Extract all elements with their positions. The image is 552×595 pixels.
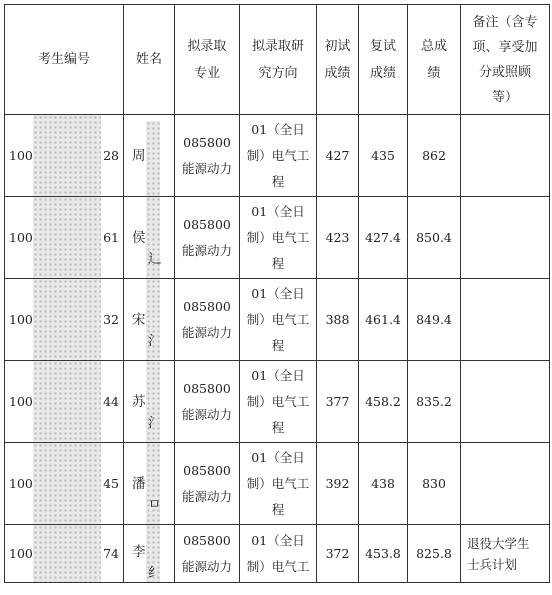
- retest-score: 458.2: [359, 361, 408, 443]
- initial-score: 388: [317, 279, 359, 361]
- candidate-name: 苏 氵: [124, 361, 175, 443]
- redaction-mask: [33, 279, 101, 360]
- header-id: 考生编号: [5, 5, 124, 115]
- total-score: 835.2: [408, 361, 461, 443]
- retest-score: 438: [359, 443, 408, 525]
- note-cell: 退役大学生 士兵计划: [461, 525, 550, 583]
- candidate-id: 100 32: [5, 279, 124, 361]
- initial-score: 372: [317, 525, 359, 583]
- header-major: 拟录取 专业: [175, 5, 240, 115]
- redaction-mask: [33, 115, 101, 196]
- redaction-mask: [33, 197, 101, 278]
- candidate-id: 100 45: [5, 443, 124, 525]
- direction-cell: 01（全日 制）电气工 程: [240, 197, 317, 279]
- table-row: [5, 525, 550, 583]
- total-score: 830: [408, 443, 461, 525]
- total-score: 850.4: [408, 197, 461, 279]
- direction-cell: 01（全日 制）电气工 程: [240, 279, 317, 361]
- redaction-mask: [33, 361, 101, 442]
- candidate-name: 潘 ㅁ: [124, 443, 175, 525]
- direction-cell: 01（全日 制）电气工 程: [240, 361, 317, 443]
- table-row: [5, 443, 550, 525]
- note-cell: [461, 197, 550, 279]
- candidate-id: 100 61: [5, 197, 124, 279]
- retest-score: 461.4: [359, 279, 408, 361]
- major-cell: 085800 能源动力: [175, 115, 240, 197]
- header-total-score: 总成 绩: [408, 5, 461, 115]
- header-retest-score: 复试 成绩: [359, 5, 408, 115]
- initial-score: 427: [317, 115, 359, 197]
- note-cell: [461, 443, 550, 525]
- candidate-name: 宋 氵: [124, 279, 175, 361]
- note-cell: [461, 115, 550, 197]
- note-cell: [461, 279, 550, 361]
- retest-score: 453.8: [359, 525, 408, 583]
- major-cell: 085800 能源动力: [175, 443, 240, 525]
- direction-cell: 01（全日 制）电气工: [240, 525, 317, 583]
- candidate-id: 100 74: [5, 525, 124, 583]
- total-score: 862: [408, 115, 461, 197]
- total-score: 825.8: [408, 525, 461, 583]
- redaction-mask: [146, 121, 160, 196]
- initial-score: 392: [317, 443, 359, 525]
- retest-score: 427.4: [359, 197, 408, 279]
- redaction-mask: [33, 525, 101, 582]
- direction-cell: 01（全日 制）电气工 程: [240, 115, 317, 197]
- table-row: [5, 115, 550, 197]
- redaction-mask: [33, 443, 101, 524]
- candidate-id: 100 28: [5, 115, 124, 197]
- total-score: 849.4: [408, 279, 461, 361]
- major-cell: 085800 能源动力: [175, 525, 240, 583]
- candidate-name: 侯 辶: [124, 197, 175, 279]
- header-row: [5, 5, 550, 115]
- table-row: [5, 279, 550, 361]
- initial-score: 377: [317, 361, 359, 443]
- major-cell: 085800 能源动力: [175, 361, 240, 443]
- header-note: 备注（含专 项、享受加 分或照顾 等）: [461, 5, 550, 115]
- candidate-name: 李 纟: [124, 525, 175, 583]
- initial-score: 423: [317, 197, 359, 279]
- candidate-id: 100 44: [5, 361, 124, 443]
- header-name: 姓名: [124, 5, 175, 115]
- admission-table: [4, 4, 550, 583]
- major-cell: 085800 能源动力: [175, 279, 240, 361]
- candidate-name: 周: [124, 115, 175, 197]
- note-cell: [461, 361, 550, 443]
- header-initial-score: 初试 成绩: [317, 5, 359, 115]
- header-direction: 拟录取研 究方向: [240, 5, 317, 115]
- table-row: [5, 361, 550, 443]
- table-row: [5, 197, 550, 279]
- retest-score: 435: [359, 115, 408, 197]
- major-cell: 085800 能源动力: [175, 197, 240, 279]
- direction-cell: 01（全日 制）电气工 程: [240, 443, 317, 525]
